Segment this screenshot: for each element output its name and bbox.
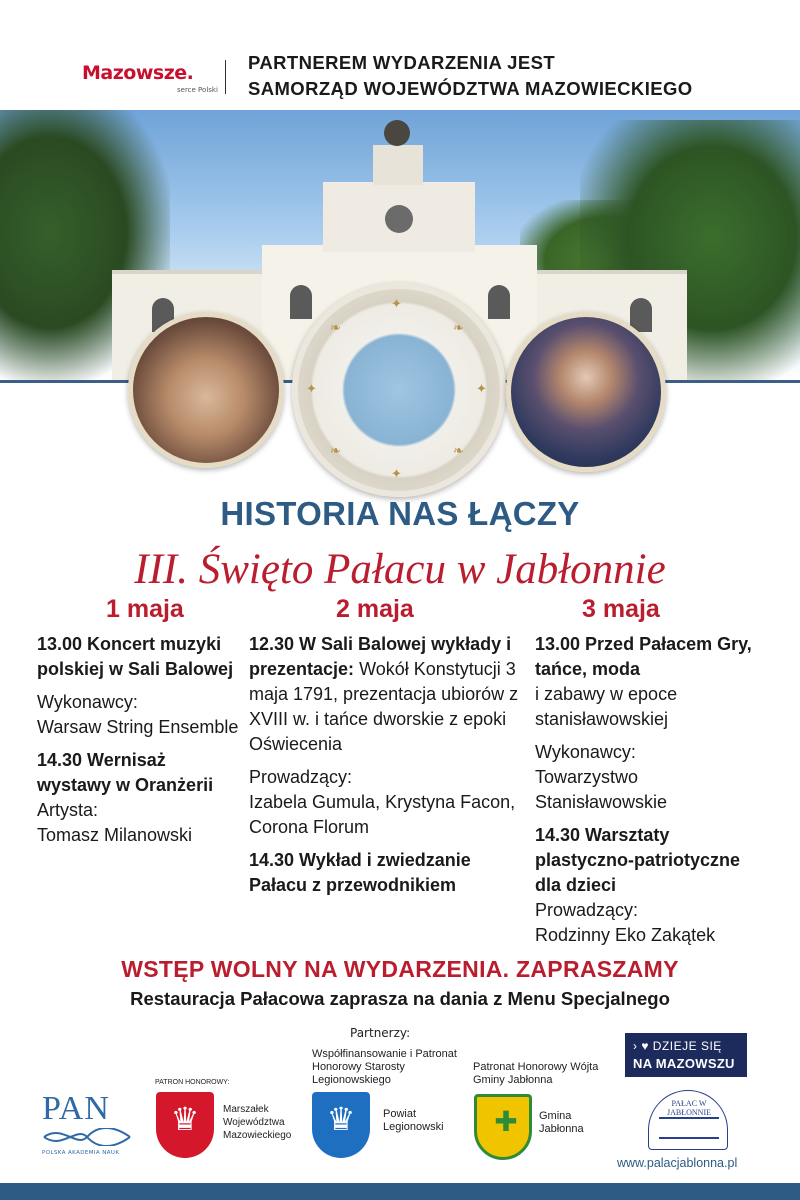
event-title: 14.30 Wykład i zwiedzanie Pałacu z przewodnikiem bbox=[249, 850, 471, 895]
palace-cupola bbox=[373, 145, 423, 185]
mazowsze-logo-text: Mazowsze. bbox=[82, 62, 194, 84]
mazowsze-logo-subtitle: serce Polski bbox=[177, 86, 218, 94]
day-header-2: 2 maja bbox=[336, 595, 414, 623]
bottom-bar bbox=[0, 1183, 800, 1200]
free-entry-notice: WSTĘP WOLNY NA WYDARZENIA. ZAPRASZAMY bbox=[121, 956, 679, 982]
event-label: Prowadzący: bbox=[535, 900, 639, 920]
event-title: III. Święto Pałacu w Jabłonnie bbox=[134, 546, 666, 593]
day-header-1: 1 maja bbox=[106, 595, 184, 623]
gmina-name: Gmina Jabłonna bbox=[539, 1110, 584, 1135]
event-text: Izabela Gumula, Krystyna Facon, Corona Florum bbox=[249, 792, 516, 837]
website-link[interactable]: www.palacjablonna.pl bbox=[617, 1156, 738, 1170]
palac-logo bbox=[648, 1090, 728, 1150]
dzieje-line-1: › ♥ DZIEJE SIĘ bbox=[633, 1039, 722, 1053]
partner-heading bbox=[248, 50, 693, 102]
pan-logo bbox=[42, 1090, 137, 1160]
gmina-crest bbox=[474, 1094, 532, 1160]
event-text: Rodzinny Eko Zakątek bbox=[535, 925, 716, 945]
event-text: Warsaw String Ensemble bbox=[37, 717, 239, 737]
powiat-name: Powiat Legionowski bbox=[383, 1108, 444, 1133]
event-title: 13.00 Przed Pałacem Gry, tańce, moda bbox=[535, 634, 752, 679]
event-label: Wykonawcy: bbox=[37, 692, 138, 712]
event-title: 14.30 Warsztaty plastyczno-patriotyczne dla dzieci bbox=[535, 825, 741, 895]
main-title: HISTORIA NAS ŁĄCZY bbox=[220, 495, 580, 532]
event-text: Wokół Konstytucji 3 maja 1791, prezentacja ubiorów z XVIII w. i tańce dworskie z epoki Oświecenia bbox=[249, 659, 519, 754]
eagle-icon: ♛ bbox=[326, 1100, 356, 1138]
king-portrait-photo bbox=[506, 312, 666, 472]
dzieje-sie-badge bbox=[625, 1033, 747, 1077]
costume-group-photo bbox=[128, 312, 284, 468]
patron-label: PATRON HONOROWY: bbox=[155, 1079, 230, 1086]
event-label: Prowadzący: bbox=[249, 767, 353, 787]
building-icon bbox=[659, 1117, 719, 1139]
mazovia-crest bbox=[156, 1092, 214, 1158]
day-header-3: 3 maja bbox=[582, 595, 660, 623]
pan-full-name: POLSKA AKADEMIA NAUK bbox=[42, 1150, 120, 1156]
marszalek-name: Marszałek Województwa Mazowieckiego bbox=[223, 1104, 292, 1141]
starosta-note: Współfinansowanie i Patronat Honorowy Starosty Legionowskiego bbox=[312, 1048, 457, 1086]
wojt-note: Patronat Honorowy Wójta Gminy Jabłonna bbox=[473, 1061, 599, 1086]
palace-window bbox=[488, 285, 510, 319]
mazowsze-logo bbox=[82, 62, 232, 98]
eagle-icon: ♛ bbox=[170, 1100, 200, 1138]
pan-swirl-icon bbox=[42, 1128, 132, 1146]
event-label: Artysta: bbox=[37, 800, 99, 820]
logo-divider bbox=[225, 60, 226, 94]
partners-label: Partnerzy: bbox=[350, 1026, 411, 1040]
palace-clock bbox=[385, 205, 413, 233]
event-text: Towarzystwo Stanisławowskie bbox=[535, 767, 668, 812]
event-text: Tomasz Milanowski bbox=[37, 825, 193, 845]
event-title: 13.00 Koncert muzyki polskiej w Sali Balowej bbox=[37, 634, 234, 679]
event-title: 14.30 Wernisaż wystawy w Oranżerii bbox=[37, 750, 214, 795]
event-title: 12.30 W Sali Balowej wykłady i prezentacje: bbox=[249, 634, 512, 679]
cross-icon: ✚ bbox=[494, 1105, 518, 1138]
pan-logo-text: PAN bbox=[42, 1090, 110, 1127]
ceiling-ornament-photo: ✦ ✦ ✦ ✦ ❧ ❧ ❧ ❧ bbox=[292, 283, 506, 497]
partner-line-1: PARTNEREM WYDARZENIA JEST bbox=[248, 52, 556, 73]
day-1-program bbox=[37, 632, 242, 848]
palac-logo-text: PAŁAC W JABŁONNIE bbox=[667, 1099, 711, 1117]
event-text: i zabawy w epoce stanisławowskiej bbox=[535, 684, 678, 729]
partner-line-2: SAMORZĄD WOJEWÓDZTWA MAZOWIECKIEGO bbox=[248, 78, 693, 99]
day-2-program bbox=[249, 632, 527, 898]
day-3-program bbox=[535, 632, 770, 948]
heart-icon: › ♥ bbox=[633, 1039, 653, 1053]
restaurant-notice: Restauracja Pałacowa zaprasza na dania z Menu Specjalnego bbox=[130, 988, 670, 1009]
powiat-crest bbox=[312, 1092, 370, 1158]
palace-finial bbox=[384, 120, 410, 146]
dzieje-line-2: NA MAZOWSZU bbox=[633, 1056, 735, 1071]
event-label: Wykonawcy: bbox=[535, 742, 636, 762]
header-bar bbox=[0, 0, 800, 110]
palace-window bbox=[290, 285, 312, 319]
